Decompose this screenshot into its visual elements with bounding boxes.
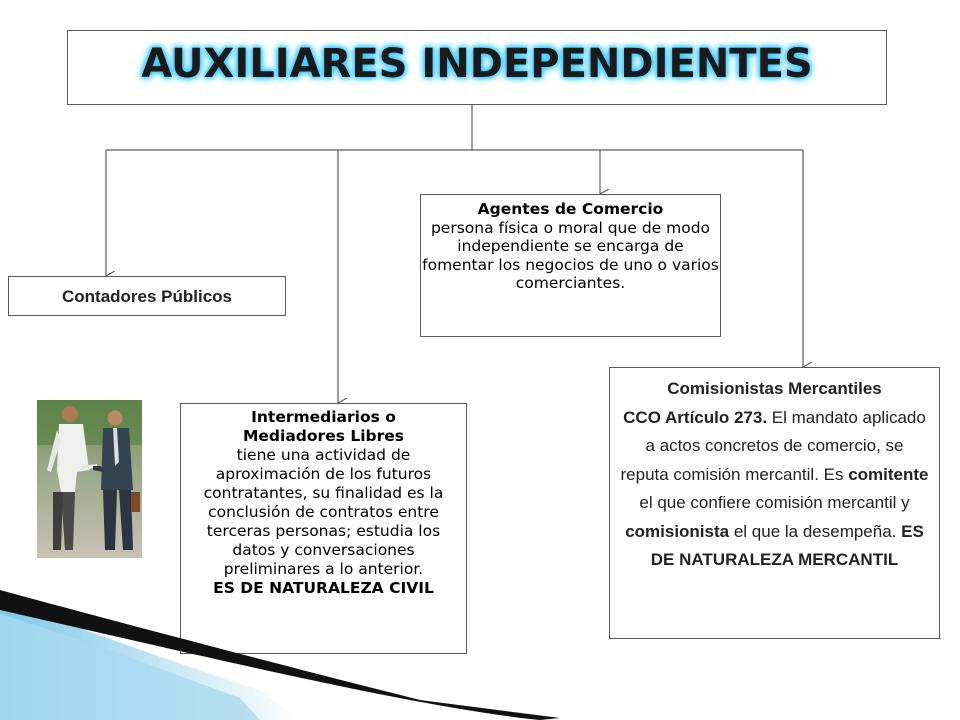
contadores-box	[8, 276, 286, 316]
comisionistas-title: Comisionistas Mercantiles	[667, 379, 882, 398]
comisionistas-text-1: El mandato aplicado a actos concretos de comercio, se reputa comisión mercantil. Es	[620, 407, 926, 484]
decorative-swoosh	[0, 580, 560, 720]
intermediarios-title: Intermediarios o Mediadores Libres	[243, 408, 404, 445]
contadores-title: Contadores Públicos	[61, 287, 233, 306]
comisionistas-box	[609, 367, 940, 639]
comisionistas-article: CCO Artículo 273.	[623, 407, 768, 427]
comisionistas-text-2: el que confiere comisión mercantil y	[639, 493, 910, 512]
title-box	[67, 30, 887, 105]
intermediarios-nature: ES DE NATURALEZA CIVIL	[213, 579, 434, 597]
agentes-description: persona física o moral que de modo independiente se encarga de fomentar los negocios de uno o varios comerciantes.	[422, 218, 719, 292]
page-title: AUXILIARES INDEPENDIENTES	[141, 41, 813, 87]
intermediarios-description: tiene una actividad de aproximación de los futuros contratantes, su finalidad es la conclusión de contratos entre terceras personas; estudia los datos y conversaciones preliminares a lo anterior.	[203, 446, 444, 578]
agentes-title: Agentes de Comercio	[477, 200, 664, 218]
handshake-photo	[37, 400, 142, 558]
comisionistas-term-comisionista: comisionista	[625, 521, 730, 541]
comisionistas-term-comitente: comitente	[848, 464, 929, 484]
agentes-box	[420, 194, 721, 337]
comisionistas-text-3: el que la desempeña.	[729, 521, 902, 541]
comisionistas-nature: ES DE NATURALEZA MERCANTIL	[650, 521, 924, 569]
